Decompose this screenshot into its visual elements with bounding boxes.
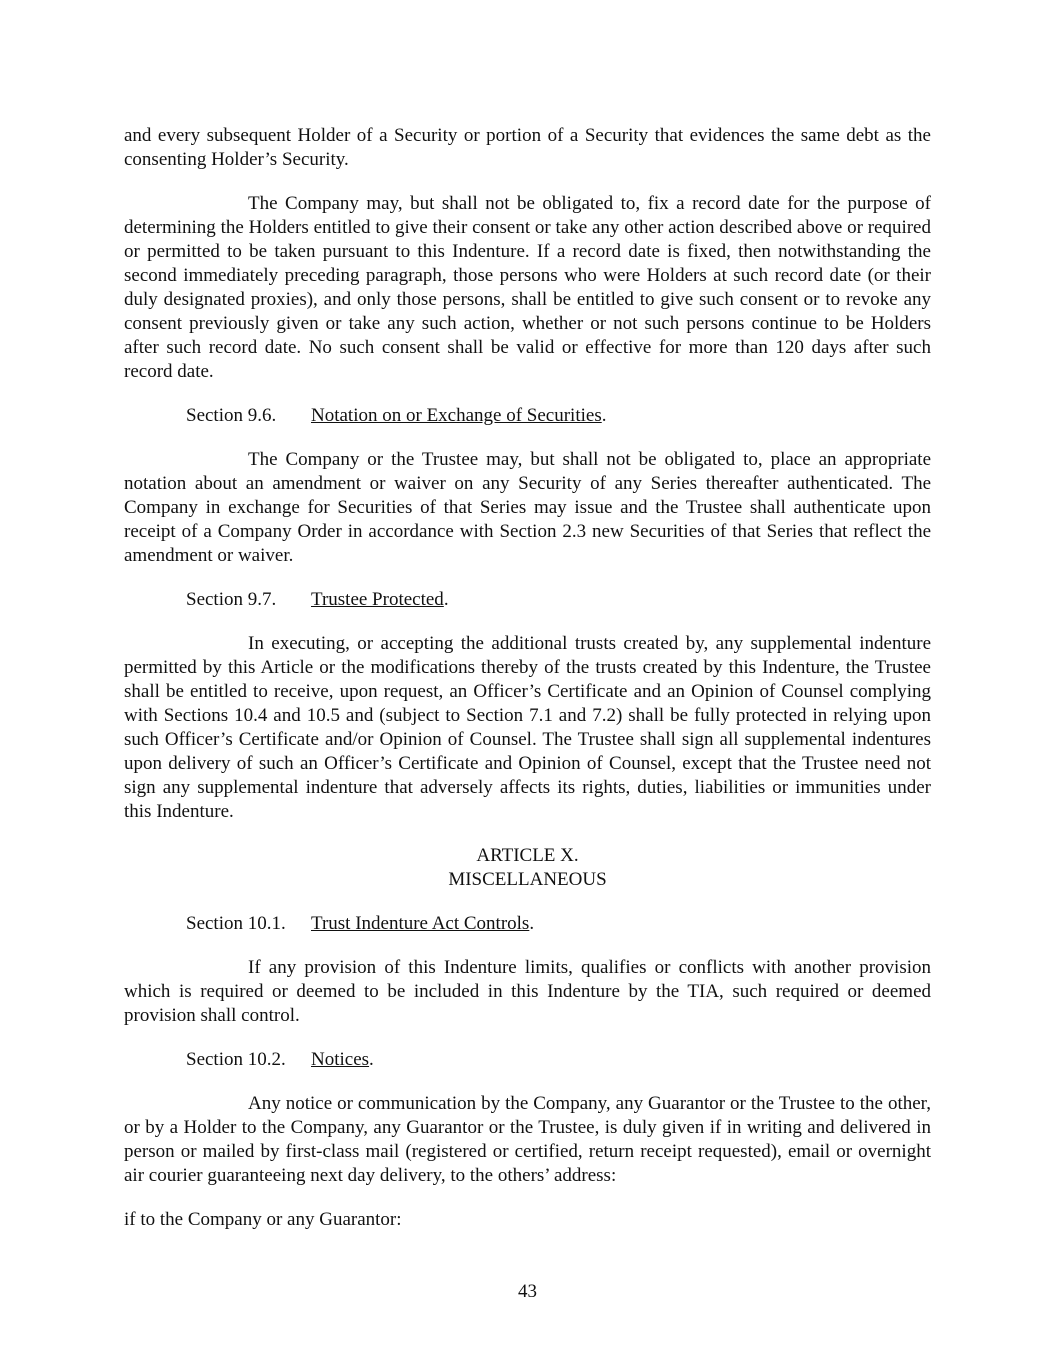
article-number: ARTICLE X.: [476, 845, 579, 866]
section-heading-9-7: Section 9.7. Trustee Protected.: [186, 589, 449, 610]
paragraph-trustee-protected: In executing, or accepting the additional trusts created by, any supplemental indenture permitted by this Article or the modifications thereby of the trusts created by this Indenture, the Trustee shall be entitled to receive, upon request, an Officer’s Certificate and an Opinion of Counsel complying with Sections 10.4 and 10.5 and (subject to Section 7.1 and 7.2) shall be fully protected in relying upon such Officer’s Certificate and/or Opinion of Counsel. The Trustee shall sign all supplemental indentures upon delivery of such an Officer’s Certificate and Opinion of Counsel, except that the Trustee need not sign any supplemental indenture that adversely affects its rights, duties, liabilities or immunities under this Indenture.: [124, 633, 931, 822]
section-number: Section 10.1.: [186, 913, 286, 934]
section-number: Section 9.7.: [186, 589, 277, 610]
section-heading-9-6: Section 9.6. Notation on or Exchange of Securities.: [186, 405, 607, 426]
section-number: Section 9.6.: [186, 405, 277, 426]
paragraph-tia-controls: If any provision of this Indenture limits, qualifies or conflicts with another provision which is required or deemed to be included in this Indenture by the TIA, such required or deemed provision shall control.: [124, 957, 931, 1026]
paragraph-record-date: The Company may, but shall not be obligated to, fix a record date for the purpose of determining the Holders entitled to give their consent or take any other action described above or required or permitted to be taken pursuant to this Indenture. If a record date is fixed, then notwithstanding the second immediately preceding paragraph, those persons who were Holders at such record date (or their duly designated proxies), and only those persons, shall be entitled to give such consent or to revoke any consent previously given or take any such action, whether or not such persons continue to be Holders after such record date. No such consent shall be valid or effective for more than 120 days after such record date.: [124, 193, 931, 382]
section-heading-10-2: Section 10.2. Notices.: [186, 1049, 374, 1070]
section-title: Trust Indenture Act Controls: [311, 913, 530, 934]
paragraph-address-intro: if to the Company or any Guarantor:: [124, 1209, 402, 1230]
section-title: Notices: [311, 1049, 370, 1070]
paragraph-continued: and every subsequent Holder of a Security or portion of a Security that evidences the same debt as the consenting Holder’s Security.: [124, 125, 931, 170]
article-heading: [124, 844, 931, 892]
section-number: Section 10.2.: [186, 1049, 286, 1070]
section-title: Notation on or Exchange of Securities: [311, 405, 602, 426]
article-name: MISCELLANEOUS: [448, 869, 607, 890]
page-number: 43: [518, 1281, 537, 1302]
paragraph-notices: Any notice or communication by the Company, any Guarantor or the Trustee to the other, or by a Holder to the Company, any Guarantor or the Trustee, is duly given if in writing and delivered in person or mailed by first-class mail (registered or certified, return receipt requested), email or overnight air courier guaranteeing next day delivery, to the others’ address:: [124, 1093, 931, 1186]
section-heading-10-1: Section 10.1. Trust Indenture Act Controls.: [186, 913, 535, 934]
section-title: Trustee Protected: [311, 589, 444, 610]
document-body: [124, 124, 931, 1232]
paragraph-notation: The Company or the Trustee may, but shall not be obligated to, place an appropriate notation about an amendment or waiver on any Security of any Series thereafter authenticated. The Company in exchange for Securities of that Series may issue and the Trustee shall authenticate upon receipt of a Company Order in accordance with Section 2.3 new Securities of that Series that reflect the amendment or waiver.: [124, 449, 931, 566]
